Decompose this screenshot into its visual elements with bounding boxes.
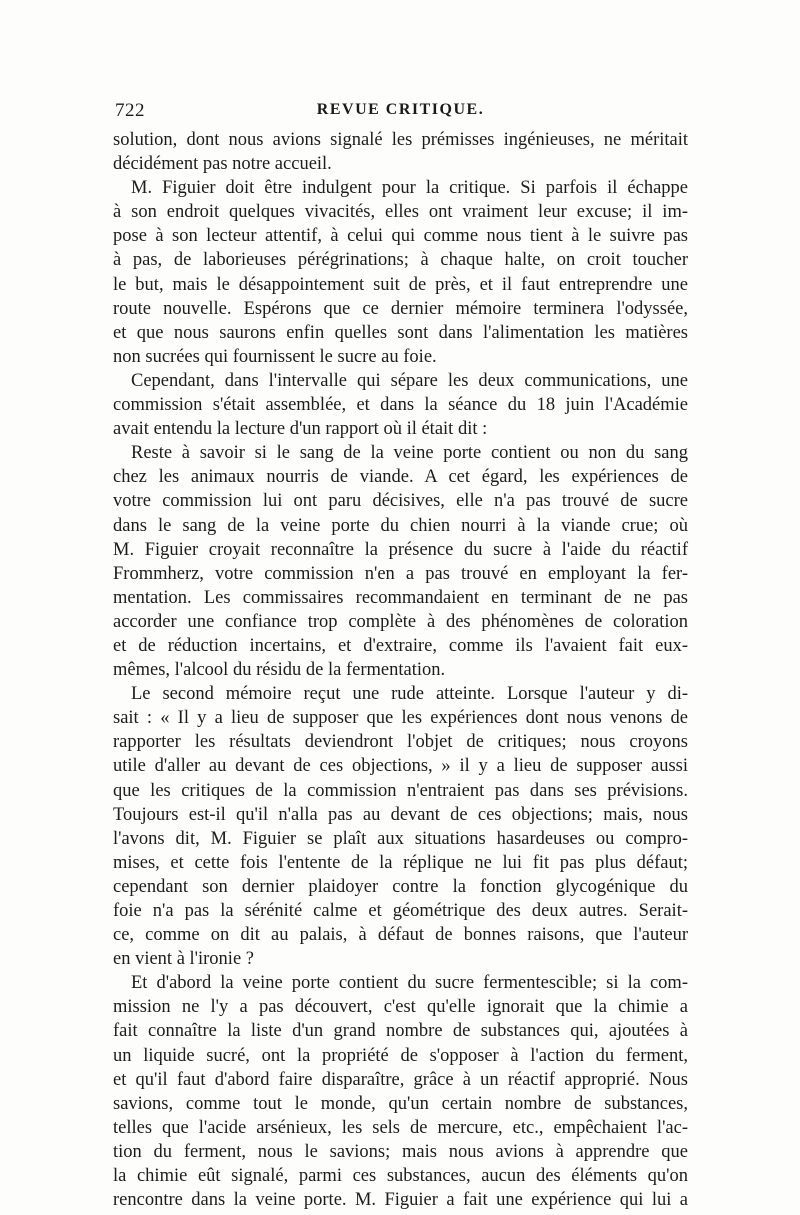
text-line: Cependant, dans l'intervalle qui sépare les deux communications, une (131, 370, 688, 391)
text-line: rencontre dans la veine porte. M. Figuier a fait une expérience qui lui a (113, 1190, 688, 1211)
text-line: avait entendu la lecture d'un rapport où il était dit : (113, 419, 488, 440)
text-line: commission s'était assemblée, et dans la séance du 18 juin l'Académie (113, 395, 688, 416)
text-line: chez les animaux nourris de viande. A cet égard, les expériences de (113, 467, 688, 488)
text-line: utile d'aller au devant de ces objections, » il y a lieu de supposer aussi (113, 756, 688, 777)
text-line: que les critiques de la commission n'entraient pas dans ses prévisions. (113, 780, 688, 801)
text-line: dans le sang de la veine porte du chien nourri à la viande crue; où (113, 515, 688, 536)
text-line: tion du ferment, nous le savions; mais nous avions à apprendre que (113, 1141, 688, 1162)
text-line: le but, mais le désappointement suit de près, et il faut entreprendre une (113, 274, 688, 295)
text-line: fait connaître la liste d'un grand nombre de substances qui, ajoutées à (113, 1021, 688, 1042)
text-line: Frommherz, votre commission n'en a pas trouvé en employant la fer- (113, 563, 688, 584)
text-line: savions, comme tout le monde, qu'un certain nombre de substances, (113, 1093, 688, 1114)
text-line: et de réduction incertains, et d'extraire, comme ils l'avaient fait eux- (113, 635, 688, 656)
text-line: et que nous saurons enfin quelles sont dans l'alimentation les matières (113, 322, 688, 343)
text-line: telles que l'acide arsénieux, les sels de mercure, etc., empêchaient l'ac- (113, 1117, 688, 1138)
text-line: à son endroit quelques vivacités, elles ont vraiment leur excuse; il im- (113, 202, 688, 223)
text-line: mêmes, l'alcool du résidu de la fermentation. (113, 660, 446, 681)
text-line: Reste à savoir si le sang de la veine porte contient ou non du sang (131, 443, 688, 464)
text-line: cependant son dernier plaidoyer contre la fonction glycogénique du (113, 876, 688, 897)
text-line: M. Figuier doit être indulgent pour la critique. Si parfois il échappe (131, 178, 688, 199)
text-line: un liquide sucré, ont la propriété de s'opposer à l'action du ferment, (113, 1045, 688, 1066)
text-line: pose à son lecteur attentif, à celui qui comme nous tient à le suivre pas (113, 226, 688, 247)
text-line: la chimie eût signalé, parmi ces substances, aucun des éléments qu'on (113, 1166, 688, 1187)
text-line: votre commission lui ont paru décisives, elle n'a pas trouvé de sucre (113, 491, 688, 512)
text-line: Toujours est-il qu'il n'alla pas au devant de ces objections; mais, nous (113, 804, 688, 825)
text-line: mentation. Les commissaires recommandaient en terminant de ne pas (113, 587, 688, 608)
text-line: accorder une confiance trop complète à des phénomènes de coloration (113, 611, 688, 632)
text-line: route nouvelle. Espérons que ce dernier mémoire terminera l'odyssée, (113, 298, 688, 319)
text-line: mises, et cette fois l'entente de la réplique ne lui fit pas plus défaut; (113, 852, 688, 873)
text-line: M. Figuier croyait reconnaître la présence du sucre à l'aide du réactif (113, 539, 688, 560)
running-title: REVUE CRITIQUE. (316, 101, 485, 118)
body-text (113, 128, 688, 1212)
text-line: en vient à l'ironie ? (113, 949, 254, 970)
text-line: solution, dont nous avions signalé les prémisses ingénieuses, ne méritait (113, 130, 688, 150)
text-line: sait : « Il y a lieu de supposer que les expériences dont nous venons de (113, 708, 688, 729)
page-header (113, 100, 688, 126)
text-line: décidément pas notre accueil. (113, 154, 332, 175)
text-line: rapporter les résultats deviendront l'objet de critiques; nous croyons (113, 732, 688, 753)
text-line: Et d'abord la veine porte contient du sucre fermentescible; si la com- (131, 973, 688, 994)
text-line: à pas, de laborieuses pérégrinations; à chaque halte, on croit toucher (113, 250, 688, 271)
text-line: mission ne l'y a pas découvert, c'est qu'elle ignorait que la chimie a (113, 997, 688, 1018)
text-line: et qu'il faut d'abord faire disparaître, grâce à un réactif approprié. Nous (113, 1069, 688, 1090)
text-line: foie n'a pas la sérénité calme et géométrique des deux autres. Serait- (113, 901, 688, 921)
page-number: 722 (115, 100, 145, 121)
text-line: non sucrées qui fournissent le sucre au foie. (113, 346, 437, 367)
text-line: l'avons dit, M. Figuier se plaît aux situations hasardeuses ou compro- (113, 828, 688, 849)
text-line: ce, comme on dit au palais, à défaut de bonnes raisons, que l'auteur (113, 925, 688, 946)
text-line: Le second mémoire reçut une rude atteinte. Lorsque l'auteur y di- (131, 684, 688, 705)
